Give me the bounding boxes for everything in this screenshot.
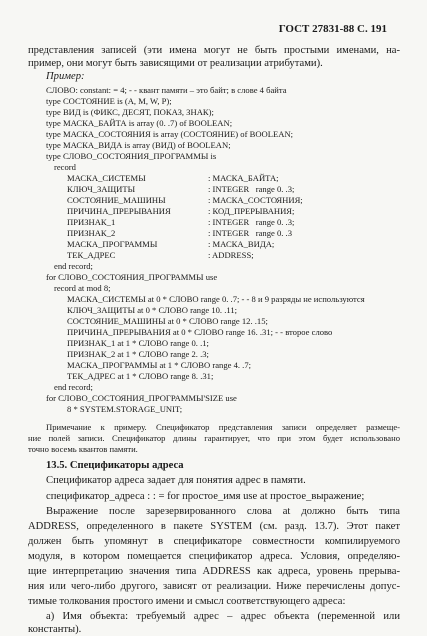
code-line: type СОСТОЯНИЕ is (A, M, W, P);: [46, 96, 172, 106]
example-label: Пример:: [46, 71, 85, 82]
code-line: СОСТОЯНИЕ_МАШИНЫ at 0 * СЛОВО range 12. .15;: [67, 316, 268, 326]
body-line: Выражение после зарезервированного слова at должно быть типа: [46, 506, 400, 517]
body-line: Спецификатор адреса задает для понятия адрес в памяти.: [46, 475, 306, 486]
record-field-type: : МАСКА_БАЙТА;: [208, 173, 279, 183]
body-line: должен быть упомянут в спецификаторе совместности компилируемого: [28, 536, 400, 547]
list-item-a-cont: константы).: [28, 624, 82, 635]
code-line: МАСКА_СИСТЕМЫ at 0 * СЛОВО range 0. .7; - - 8 и 9 разряды не используются: [67, 294, 365, 304]
record-field-name: КЛЮЧ_ЗАЩИТЫ: [67, 184, 136, 194]
body-line: щие интерпретацию значения типа ADDRESS как адреса, уровень прерыва-: [28, 566, 400, 577]
record-field-type: : МАСКА_СОСТОЯНИЯ;: [208, 195, 303, 205]
body-line: спецификатор_адреса : : = for простое_имя use at простое_выражение;: [46, 491, 365, 502]
section-title: 13.5. Спецификаторы адреса: [46, 460, 184, 471]
code-line: for СЛОВО_СОСТОЯНИЯ_ПРОГРАММЫ use: [46, 272, 218, 282]
record-field-type: : INTEGER range 0. .3: [208, 228, 293, 238]
body-line: тимые толкования простого имени и смысл соответствующего адреса:: [28, 596, 346, 607]
body-line: модуля, в котором помещается спецификатор адреса. Условия, определяю-: [28, 551, 400, 562]
code-line: 8 * SYSTEM.STORAGE_UNIT;: [67, 404, 183, 414]
code-line: type МАСКА_ВИДА is array (ВИД) of BOOLEAN;: [46, 140, 231, 150]
code-line: СЛОВО: constant: = 4; - - квант памяти – это байт; в слове 4 байта: [46, 85, 287, 95]
body-line: ADDRESS, определенного в пакете SYSTEM (см. разд. 13.7). Этот пакет: [28, 521, 400, 532]
record-field-name: ТЕК_АДРЕС: [67, 250, 116, 260]
note-line-1: Примечание к примеру. Спецификатор представления записи определяет размеще-: [46, 422, 400, 432]
code-line: МАСКА_ПРОГРАММЫ at 1 * СЛОВО range 4. .7;: [67, 360, 252, 370]
code-line: record at mod 8;: [54, 283, 111, 293]
record-field-name: МАСКА_ПРОГРАММЫ: [67, 239, 158, 249]
note-line-2: ние полей записи. Спецификатор длины гарантирует, что при этом будет использовано: [28, 433, 400, 443]
page-header: ГОСТ 27831-88 С. 191: [278, 23, 387, 35]
record-field-type: : МАСКА_ВИДА;: [208, 239, 275, 249]
code-line: record: [54, 162, 76, 172]
intro-line-1: представления записей (эти имена могут не быть простыми именами, на-: [28, 45, 400, 56]
code-line: for СЛОВО_СОСТОЯНИЯ_ПРОГРАММЫ'SIZE use: [46, 393, 237, 403]
code-line: type МАСКА_БАЙТА is array (0. .7) of BOOLEAN;: [46, 118, 233, 128]
code-line: type МАСКА_СОСТОЯНИЯ is array (СОСТОЯНИЕ) of BOOLEAN;: [46, 129, 294, 139]
list-item-a: а) Имя объекта: требуемый адрес – адрес объекта (переменной или: [46, 611, 400, 622]
record-field-type: : INTEGER range 0. .3;: [208, 217, 295, 227]
code-line: ПРИЗНАК_2 at 1 * СЛОВО range 2. .3;: [67, 349, 209, 359]
code-line: type СЛОВО_СОСТОЯНИЯ_ПРОГРАММЫ is: [46, 151, 217, 161]
record-field-type: : КОД_ПРЕРЫВАНИЯ;: [208, 206, 295, 216]
code-line: end record;: [54, 261, 93, 271]
record-field-name: МАСКА_СИСТЕМЫ: [67, 173, 146, 183]
code-line: ПРИЗНАК_1 at 1 * СЛОВО range 0. .1;: [67, 338, 209, 348]
record-field-name: ПРИЗНАК_2: [67, 228, 116, 238]
record-field-name: СОСТОЯНИЕ_МАШИНЫ: [67, 195, 166, 205]
code-line: end record;: [54, 382, 93, 392]
record-field-name: ПРИЧИНА_ПРЕРЫВАНИЯ: [67, 206, 171, 216]
intro-line-2: пример, они могут быть зависящими от реализации атрибутами).: [28, 58, 323, 69]
code-line: ПРИЧИНА_ПРЕРЫВАНИЯ at 0 * СЛОВО range 16. .31; - - второе слово: [67, 327, 333, 337]
code-line: ТЕК_АДРЕС at 1 * СЛОВО range 8. .31;: [67, 371, 214, 381]
body-line: ния или чего-либо другого, зависят от реализации. Ниже перечислены допус-: [28, 581, 400, 592]
code-line: КЛЮЧ_ЗАЩИТЫ at 0 * СЛОВО range 10. .11;: [67, 305, 238, 315]
code-line: type ВИД is (ФИКС, ДЕСЯТ, ПОКАЗ, ЗНАК);: [46, 107, 214, 117]
note-line-3: точно восемь квантов памяти.: [28, 444, 138, 454]
record-field-type: : ADDRESS;: [208, 250, 254, 260]
record-field-type: : INTEGER range 0. .3;: [208, 184, 295, 194]
record-field-name: ПРИЗНАК_1: [67, 217, 116, 227]
